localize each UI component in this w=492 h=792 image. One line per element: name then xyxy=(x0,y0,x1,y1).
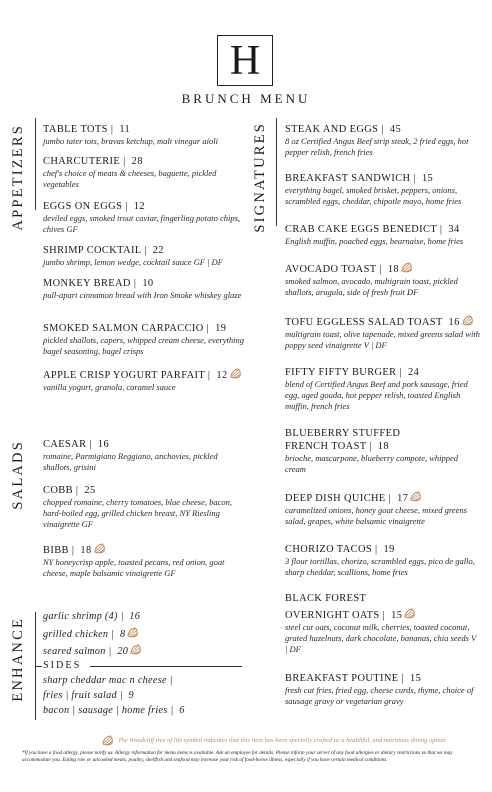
item-description: 3 flour tortillas, chorizo, scrambled eggs, pico de gallo, sharp cheddar, scallions, home fries xyxy=(285,556,475,577)
shell-icon xyxy=(127,627,138,638)
item-description: multigrain toast, olive tapenade, mixed greens salad with poppy seed vinaigrette V | DF xyxy=(285,329,480,350)
menu-item xyxy=(43,277,248,301)
sides-line: sharp cheddar mac n cheese | xyxy=(43,675,173,686)
shell-icon xyxy=(462,315,473,326)
menu-item xyxy=(285,427,480,475)
item-description: English muffin, poached eggs, bearnaise, home fries xyxy=(285,236,464,246)
item-description: pickled shallots, capers, whipped cream cheese, everything bagel seasoning, bagel crisps xyxy=(43,335,245,356)
item-name-line1: BLUEBERRY STUFFED xyxy=(285,428,401,439)
menu-item xyxy=(285,491,480,527)
section-label-appetizers: APPETIZERS xyxy=(10,124,26,231)
item-description: NY honeycrisp apple, toasted pecans, red onion, goat cheese, maple balsamic vinaigrette GF xyxy=(43,557,225,578)
item-description: deviled eggs, smoked trout caviar, fingerling potato chips, chives GF xyxy=(43,213,241,234)
item-description: romaine, Parmigiano Reggiano, anchovies, pickled shallots, grisini xyxy=(43,451,218,472)
item-name: FIFTY FIFTY BURGER | 24 xyxy=(285,367,420,378)
item-description: chopped romaine, cherry tomatoes, blue cheese, bacon, hard-boiled egg, grilled chicken breast, NY Riesling vinaigrette GF xyxy=(43,497,232,529)
menu-item xyxy=(43,484,248,530)
middle-rule xyxy=(276,118,277,226)
item-name: BREAKFAST SANDWICH | 15 xyxy=(285,173,434,184)
item-description: 8 oz Certified Angus Beef strip steak, 2 fried eggs, hot pepper relish, french fries xyxy=(285,136,469,157)
sides-rule-right xyxy=(90,666,242,667)
item-description: blend of Certified Angus Beef and pork sausage, fried egg, aged gouda, hot pepper relish, toasted English muffin, french fries xyxy=(285,379,468,411)
menu-title: BRUNCH MENU xyxy=(181,91,311,106)
logo-h xyxy=(217,35,273,86)
menu-item xyxy=(43,368,253,393)
menu-item xyxy=(43,123,248,147)
item-description: brioche, mascarpone, blueberry compote, whipped cream xyxy=(285,453,459,474)
enhance-item: grilled chicken | 8 xyxy=(43,627,138,640)
item-name: FRENCH TOAST | 18 xyxy=(285,441,389,452)
sides-line: bacon | sausage | home fries | 6 xyxy=(43,705,185,716)
item-description: caramelized onions, honey goat cheese, mixed greens salad, grapes, white balsamic vinaigrette xyxy=(285,505,467,526)
item-description: jumbo shrimp, lemon wedge, cocktail sauce GF | DF xyxy=(43,257,223,267)
menu-item xyxy=(43,322,248,357)
item-name: SMOKED SALMON CARPACCIO | 19 xyxy=(43,323,227,334)
item-description: pull-apart cinnamon bread with Iron Smoke whiskey glaze xyxy=(43,290,242,300)
item-name: TABLE TOTS | 11 xyxy=(43,124,131,135)
shell-icon xyxy=(94,543,105,554)
sides-title: SIDES xyxy=(43,660,82,671)
menu-item xyxy=(43,438,248,473)
item-name: CHARCUTERIE | 28 xyxy=(43,156,143,167)
shell-icon xyxy=(410,491,421,502)
enhance-item: garlic shrimp (4) | 16 xyxy=(43,611,141,622)
item-name: OVERNIGHT OATS | 15 xyxy=(285,608,480,622)
section-label-enhance: ENHANCE xyxy=(10,617,26,702)
left-rule-top xyxy=(35,118,36,210)
logo-letter: H xyxy=(229,37,261,84)
item-name: CRAB CAKE EGGS BENEDICT | 34 xyxy=(285,224,460,235)
item-name: MONKEY BREAD | 10 xyxy=(43,278,154,289)
shell-icon xyxy=(230,368,241,379)
menu-item xyxy=(285,543,480,578)
item-description: smoked salmon, avocado, multigrain toast, pickled shallots, arugula, side of fresh fruit DF xyxy=(285,276,458,297)
menu-item xyxy=(285,672,480,707)
menu-item xyxy=(285,366,480,412)
shell-icon xyxy=(404,608,415,619)
item-description: chef's choice of meats & cheeses, baguette, pickled vegetables xyxy=(43,168,217,189)
healthy-symbol-note: The Woodcliff tree of life symbol indicates that this item has been specially crafted as a healthful, and nutritious dining option xyxy=(118,737,446,744)
section-label-signatures: SIGNATURES xyxy=(252,122,268,233)
menu-item xyxy=(285,123,480,158)
menu-item xyxy=(43,543,248,579)
shell-icon xyxy=(130,644,141,655)
item-name: EGGS ON EGGS | 12 xyxy=(43,201,145,212)
allergy-disclaimer: *If you have a food allergy, please notify us. Allergy information for menu items is available. Ask an employee for details. Please inform your server of any food allergies or dietary restrictions so that we may accommodate you. Eating raw or uncooked meats, poultry, shellfish and seafood may increase your risk of food-borne illness, especially if you have certain medical conditions. xyxy=(22,750,453,763)
item-name: CHORIZO TACOS | 19 xyxy=(285,544,395,555)
item-name: SHRIMP COCKTAIL | 22 xyxy=(43,245,164,256)
item-description: jumbo tater tots, bravas ketchup, malt vinegar aioli xyxy=(43,136,218,146)
item-name-line1: BLACK FOREST xyxy=(285,593,367,604)
item-name: BREAKFAST POUTINE | 15 xyxy=(285,673,422,684)
item-name: STEAK AND EGGS | 45 xyxy=(285,124,402,135)
item-description: fresh cut fries, fried egg, cheese curds, thyme, choice of sausage gravy or vegetarian gravy xyxy=(285,685,474,706)
enhance-item: seared salmon | 20 xyxy=(43,644,141,657)
menu-item xyxy=(285,223,485,247)
section-label-salads: SALADS xyxy=(10,440,26,510)
shell-icon xyxy=(102,735,113,746)
sides-line: fries | fruit salad | 9 xyxy=(43,690,134,701)
item-description: vanilla yogurt, granola, caramel sauce xyxy=(43,382,176,392)
item-description: steel cut oats, coconut milk, cherries, toasted coconut, grated hazelnuts, dark chocolate, bananas, chia seeds V | DF xyxy=(285,622,477,654)
item-name: AVOCADO TOAST | 18 xyxy=(285,262,480,276)
item-name: COBB | 25 xyxy=(43,485,96,496)
menu-item xyxy=(43,155,248,190)
menu-item xyxy=(43,244,248,268)
menu-item xyxy=(43,200,248,235)
shell-icon xyxy=(401,262,412,273)
menu-item xyxy=(285,172,480,207)
menu-item xyxy=(285,592,480,655)
item-name: CAESAR | 16 xyxy=(43,439,110,450)
menu-item xyxy=(285,262,480,298)
item-name: DEEP DISH QUICHE | 17 xyxy=(285,491,480,505)
item-name: TOFU EGGLESS SALAD TOAST 16 xyxy=(285,315,480,329)
item-name: BIBB | 18 xyxy=(43,543,248,557)
menu-item xyxy=(285,315,480,351)
item-description: everything bagel, smoked brisket, peppers, onions, scrambled eggs, cheddar, chipotle mayo, home fries xyxy=(285,185,462,206)
item-name: APPLE CRISP YOGURT PARFAIT | 12 xyxy=(43,368,253,382)
sides-rule-left xyxy=(36,666,42,667)
